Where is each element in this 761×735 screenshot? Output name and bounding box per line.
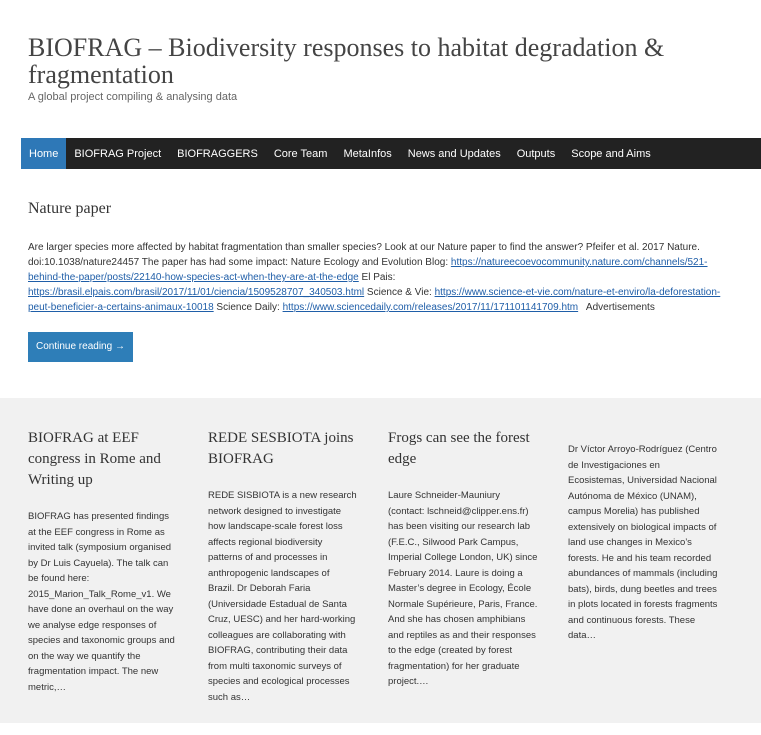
site-header [28,34,748,103]
main-navigation [21,138,761,169]
post-excerpt [28,240,728,315]
excerpt-text: Are larger species more affected by habitat fragmentation than smaller species? Look at our Nature paper to find the answer? Pfeifer et al. 2017 Nature. doi:10.1038/nature24457 The paper has had some impact: Nature Ecology and Evolution Blog: [28,242,700,268]
widget-text: REDE SISBIOTA is a new research network designed to investigate how landscape-scale forest loss affects regional biodiversity patterns of and processes in anthropogenic landscapes of Brazil. Dr Deborah Faria (Universidade Estadual de Santa Cruz, UESC) and her hard-working colleagues are collaborating with BIOFRAG, contributing their data from multi taxonomic surveys of species and ecological processes such as… [208,490,357,703]
site-tagline: A global project compiling & analysing data [28,91,238,103]
nav-item-news-and-updates[interactable]: News and Updates [407,147,501,160]
nav-item-outputs[interactable]: Outputs [516,147,556,160]
advertisements-label: Advertisements [578,302,655,313]
widget-title[interactable]: BIOFRAG at EEF congress in Rome and Writing up [28,430,161,488]
footer-widget-area [0,398,761,723]
nav-item-core-team[interactable]: Core Team [273,147,328,160]
widget-title[interactable]: Frogs can see the forest edge [388,430,530,467]
continue-reading-button[interactable]: Continue reading → [28,332,133,362]
site-title[interactable]: BIOFRAG – Biodiversity responses to habitat degradation & fragmentation [28,33,665,89]
excerpt-text: El Pais: [358,272,396,283]
post-article [28,200,728,362]
nav-item-biofraggers[interactable]: BIOFRAGGERS [177,147,258,160]
nav-item-scope-and-aims[interactable]: Scope and Aims [571,147,651,160]
widget-title[interactable]: REDE SESBIOTA joins BIOFRAG [208,430,354,467]
link-nature-blog[interactable]: https://natureecoevocommunity.nature.com/channels/521-behind-the-paper/posts/22140-how-species-act-when-they-are-at-the-edge [28,257,708,283]
link-el-pais[interactable]: https://brasil.elpais.com/brasil/2017/11/01/ciencia/1509528707_340503.html [28,287,365,298]
link-science-daily[interactable]: https://www.sciencedaily.com/releases/2017/11/171101141709.htm [282,302,579,313]
widget-text: BIOFRAG has presented findings at the EEF congress in Rome as invited talk (symposium organised by Dr Luis Cayuela). The talk can be found here: 2015_Marion_Talk_Rome_v1. We have done an overhaul on the way we analyse edge responses of species and taxonomic groups and on the way we quantify the fragmentation impact. The new metric,… [28,511,175,693]
nav-item-metainfos[interactable]: MetaInfos [343,147,392,160]
widget-rede-sesbiota [208,428,358,705]
widget-frogs-forest-edge [388,428,538,690]
link-science-et-vie[interactable]: https://www.science-et-vie.com/nature-et-enviro/la-deforestation-peut-beneficier-a-certains-animaux-10018 [28,287,721,313]
widget-text: Dr Víctor Arroyo-Rodríguez (Centro de Investigaciones en Ecosistemas, Universidad Nacional Autónoma de México (UNAM), campus Morelia) has published extensively on biological impacts of land use changes in Mexico’s forests. He and his team recorded abundances of mammals (including bats), birds, dung beetles and trees in plots located in forests fragments and continuous forests. These data… [568,444,718,641]
excerpt-text: Science Daily: [213,302,283,313]
excerpt-text: Science & Vie: [364,287,435,298]
post-title[interactable]: Nature paper [28,200,112,217]
widget-arroyo-rodriguez [568,442,718,644]
widget-text: Laure Schneider-Mauniury (contact: lschneid@clipper.ens.fr) has been visiting our research lab (F.E.C., Silwood Park Campus, Imperial College London, UK) since February 2014. Laure is doing a Master’s degree in Ecology, École Normale Supérieure, Paris, France. And she has chosen amphibians and reptiles as and their responses to the edge (created by forest fragmentation) for her graduate project.… [388,490,538,687]
nav-item-home[interactable]: Home [21,138,66,169]
nav-item-biofrag-project[interactable]: BIOFRAG Project [74,147,162,160]
widget-eef-congress [28,428,178,695]
